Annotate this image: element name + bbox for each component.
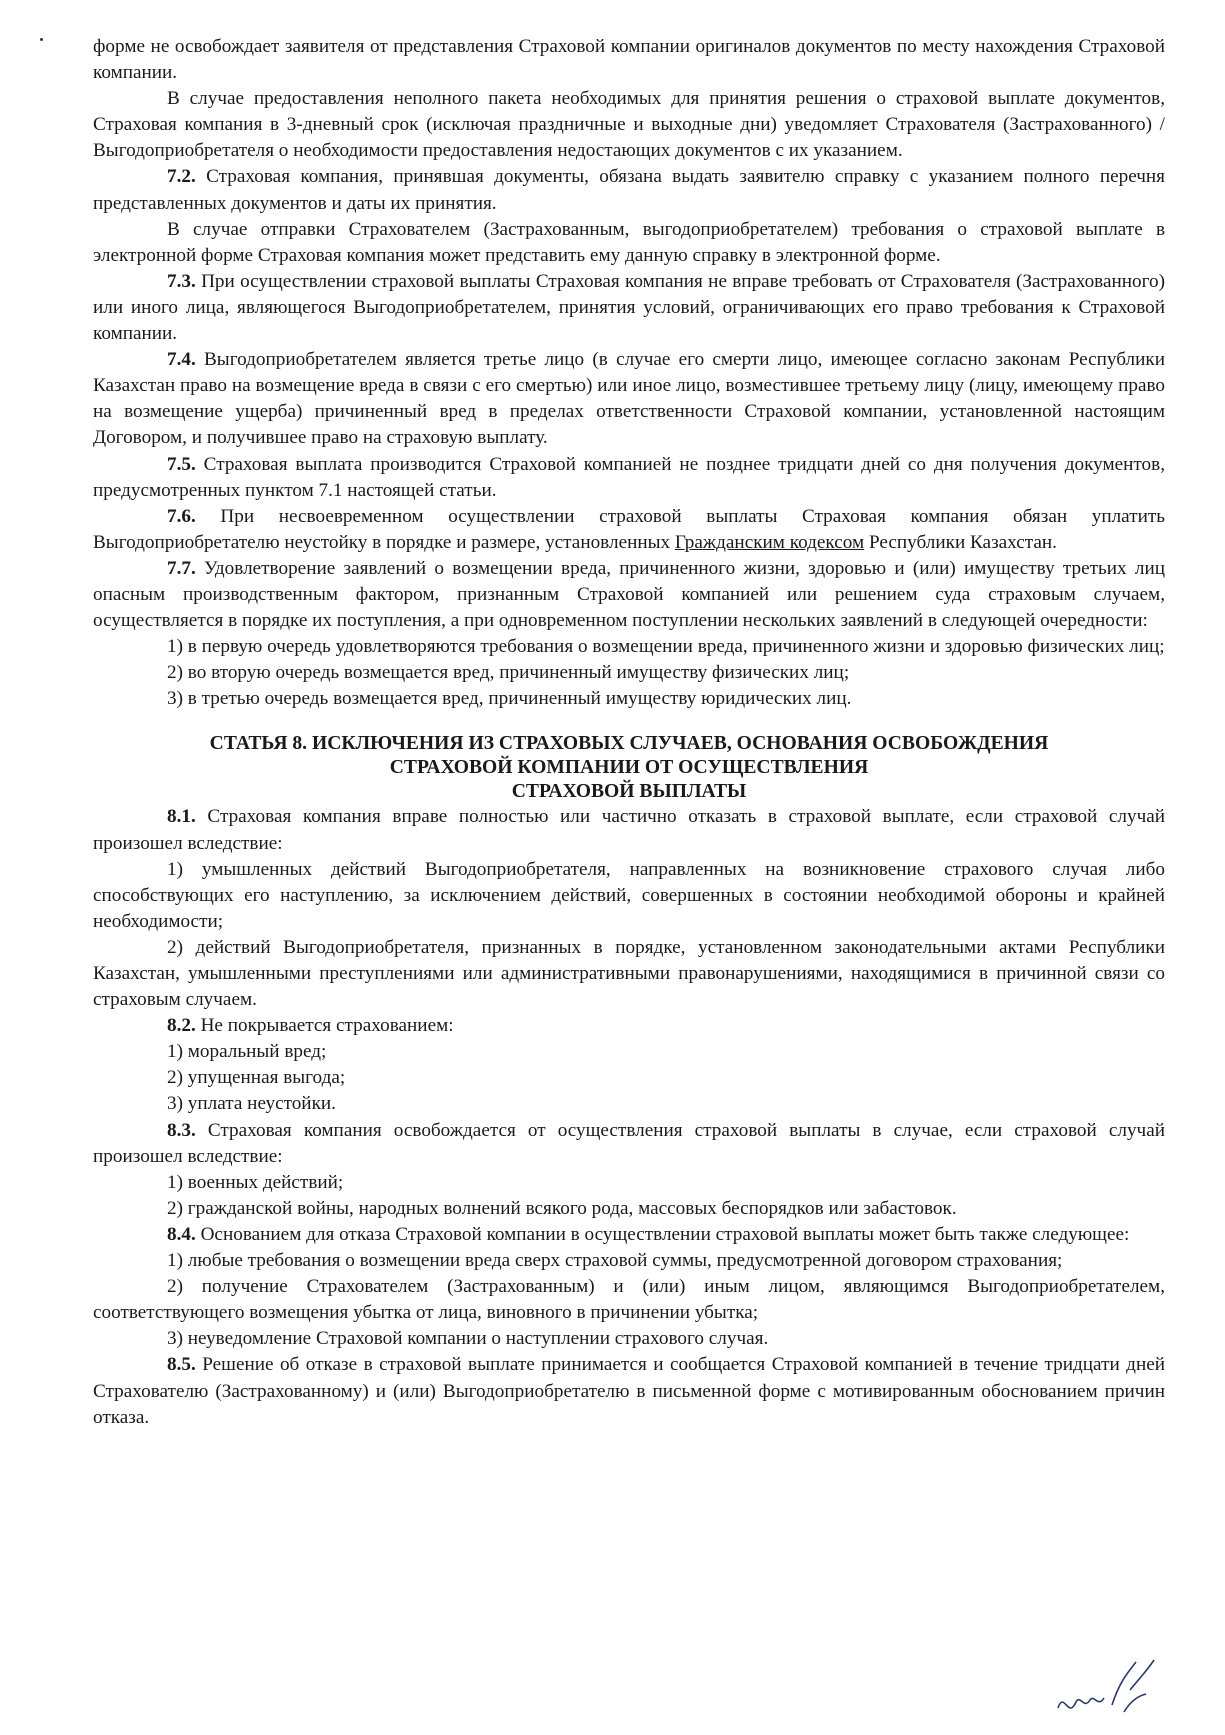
clause-number: 8.4. [167, 1223, 196, 1245]
clause-8-1: 8.1. Страховая компания вправе полностью или частично отказать в страховой выплате, если страховой случай произошел вследствие: [93, 806, 1165, 854]
scan-dot [40, 38, 43, 41]
clause-number: 7.6. [167, 505, 196, 527]
article-8-heading: СТАТЬЯ 8. ИСКЛЮЧЕНИЯ ИЗ СТРАХОВЫХ СЛУЧАЕВ, ОСНОВАНИЯ ОСВОБОЖДЕНИЯ СТРАХОВОЙ КОМПАНИИ ОТ ОСУЩЕСТВЛЕНИЯ СТРАХОВОЙ ВЫПЛАТЫ [209, 733, 1049, 803]
list-item: 2) гражданской войны, народных волнений всякого рода, массовых беспорядков или забастовок. [167, 1197, 957, 1219]
list-item: 1) умышленных действий Выгодоприобретателя, направленных на возникновение страхового случая либо способствующих его наступлению, за исключением действий, совершенных в состоянии необходимой обороны и крайней необходимости; [93, 858, 1165, 932]
list-item: 1) военных действий; [167, 1171, 344, 1193]
clause-number: 7.3. [167, 270, 196, 292]
list-item: 2) действий Выгодоприобретателя, признанных в порядке, установленном законодательными актами Республики Казахстан, умышленными преступлениями или административными правонарушениями, находящимися в причинной связи со страховым случаем. [93, 936, 1165, 1011]
list-item: 1) моральный вред; [167, 1041, 327, 1063]
clause-8-2: 8.2. Не покрывается страхованием: [167, 1015, 454, 1037]
clause-7-3: 7.3. При осуществлении страховой выплаты Страховая компания не вправе требовать от Страхователя (Застрахованного) или иного лица, являющегося Выгодоприобретателем, принятия условий, ограничивающих его право требования к Страховой компании. [93, 270, 1165, 345]
list-item: 3) в третью очередь возмещается вред, причиненный имуществу юридических лиц. [167, 688, 852, 710]
clause-7-2-electronic: В случае отправки Страхователем (Застрахованным, выгодоприобретателем) требования о страховой выплате в электронной форме Страховая компания может представить ему данную справку в электронной форме. [93, 218, 1165, 266]
clause-number: 7.7. [167, 557, 196, 579]
incomplete-package-paragraph: В случае предоставления неполного пакета необходимых для принятия решения о страховой выплате документов, Страховая компания в 3-дневный срок (исключая праздничные и выходные дни) уведомляет Страхователя (Застрахованного) / Выгодоприобретателя о необходимости предоставления недостающих документов с их указанием. [93, 88, 1165, 162]
clause-7-4: 7.4. Выгодоприобретателем является третье лицо (в случае его смерти лицо, имеющее согласно законам Республики Казахстан право на возмещение вреда в связи с его смертью) или иное лицо, возместившее третьему лицу (лицу, имеющему право на возмещение ущерба) причиненный вред в пределах ответственности Страховой компании, установленной настоящим Договором, и получившее право на страховую выплату. [93, 349, 1165, 449]
clause-number: 7.4. [167, 349, 196, 371]
clause-number: 8.3. [167, 1119, 196, 1141]
clause-8-3: 8.3. Страховая компания освобождается от осуществления страховой выплаты в случае, если страховой случай произошел вследствие: [93, 1119, 1165, 1167]
clause-number: 8.1. [167, 806, 196, 828]
handwritten-signature [1050, 1650, 1170, 1730]
clause-number: 7.2. [167, 166, 196, 188]
document-page [93, 34, 1165, 1431]
clause-number: 7.5. [167, 453, 196, 475]
clause-7-6: 7.6. При несвоевременном осуществлении страховой выплаты Страховая компания обязан уплатить Выгодоприобретателю неустойку в порядке и размере, установленных Гражданским кодексом Республики Казахстан. [93, 505, 1165, 553]
clause-7-5: 7.5. Страховая выплата производится Страховой компанией не позднее тридцати дней со дня получения документов, предусмотренных пунктом 7.1 настоящей статьи. [93, 453, 1165, 501]
list-item: 2) во вторую очередь возмещается вред, причиненный имуществу физических лиц; [167, 662, 850, 684]
clause-number: 8.2. [167, 1015, 196, 1037]
clause-number: 8.5. [167, 1354, 196, 1376]
list-item: 3) уплата неустойки. [167, 1093, 336, 1115]
top-continuation: форме не освобождает заявителя от представления Страховой компании оригиналов документов по месту нахождения Страховой компании. [93, 36, 1165, 84]
clause-8-4: 8.4. Основанием для отказа Страховой компании в осуществлении страховой выплаты может быть также следующее: [167, 1223, 1130, 1245]
civil-code-link[interactable]: Гражданским кодексом [674, 531, 865, 553]
list-item: 2) упущенная выгода; [167, 1067, 346, 1089]
list-item: 3) неуведомление Страховой компании о наступлении страхового случая. [167, 1328, 769, 1350]
list-item: 2) получение Страхователем (Застрахованным) и (или) иным лицом, являющимся Выгодоприобретателем, соответствующего возмещения убытка от лица, виновного в причинении убытка; [93, 1276, 1165, 1324]
list-item: 1) любые требования о возмещении вреда сверх страховой суммы, предусмотренной договором страхования; [167, 1250, 1063, 1272]
list-item: 1) в первую очередь удовлетворяются требования о возмещении вреда, причиненного жизни и здоровью физических лиц; [167, 636, 1165, 658]
clause-7-7: 7.7. Удовлетворение заявлений о возмещении вреда, причиненного жизни, здоровью и (или) имуществу третьих лиц опасным производственным фактором, признанным Страховой компанией или решением суда страховым случаем, осуществляется в порядке их поступления, а при одновременном поступлении нескольких заявлений в следующей очередности: [93, 557, 1165, 632]
clause-7-2: 7.2. Страховая компания, принявшая документы, обязана выдать заявителю справку с указанием полного перечня представленных документов и даты их принятия. [93, 166, 1165, 214]
clause-8-5: 8.5. Решение об отказе в страховой выплате принимается и сообщается Страховой компанией в течение тридцати дней Страхователю (Застрахованному) и (или) Выгодоприобретателю в письменной форме с мотивированным обоснованием причин отказа. [93, 1354, 1165, 1428]
